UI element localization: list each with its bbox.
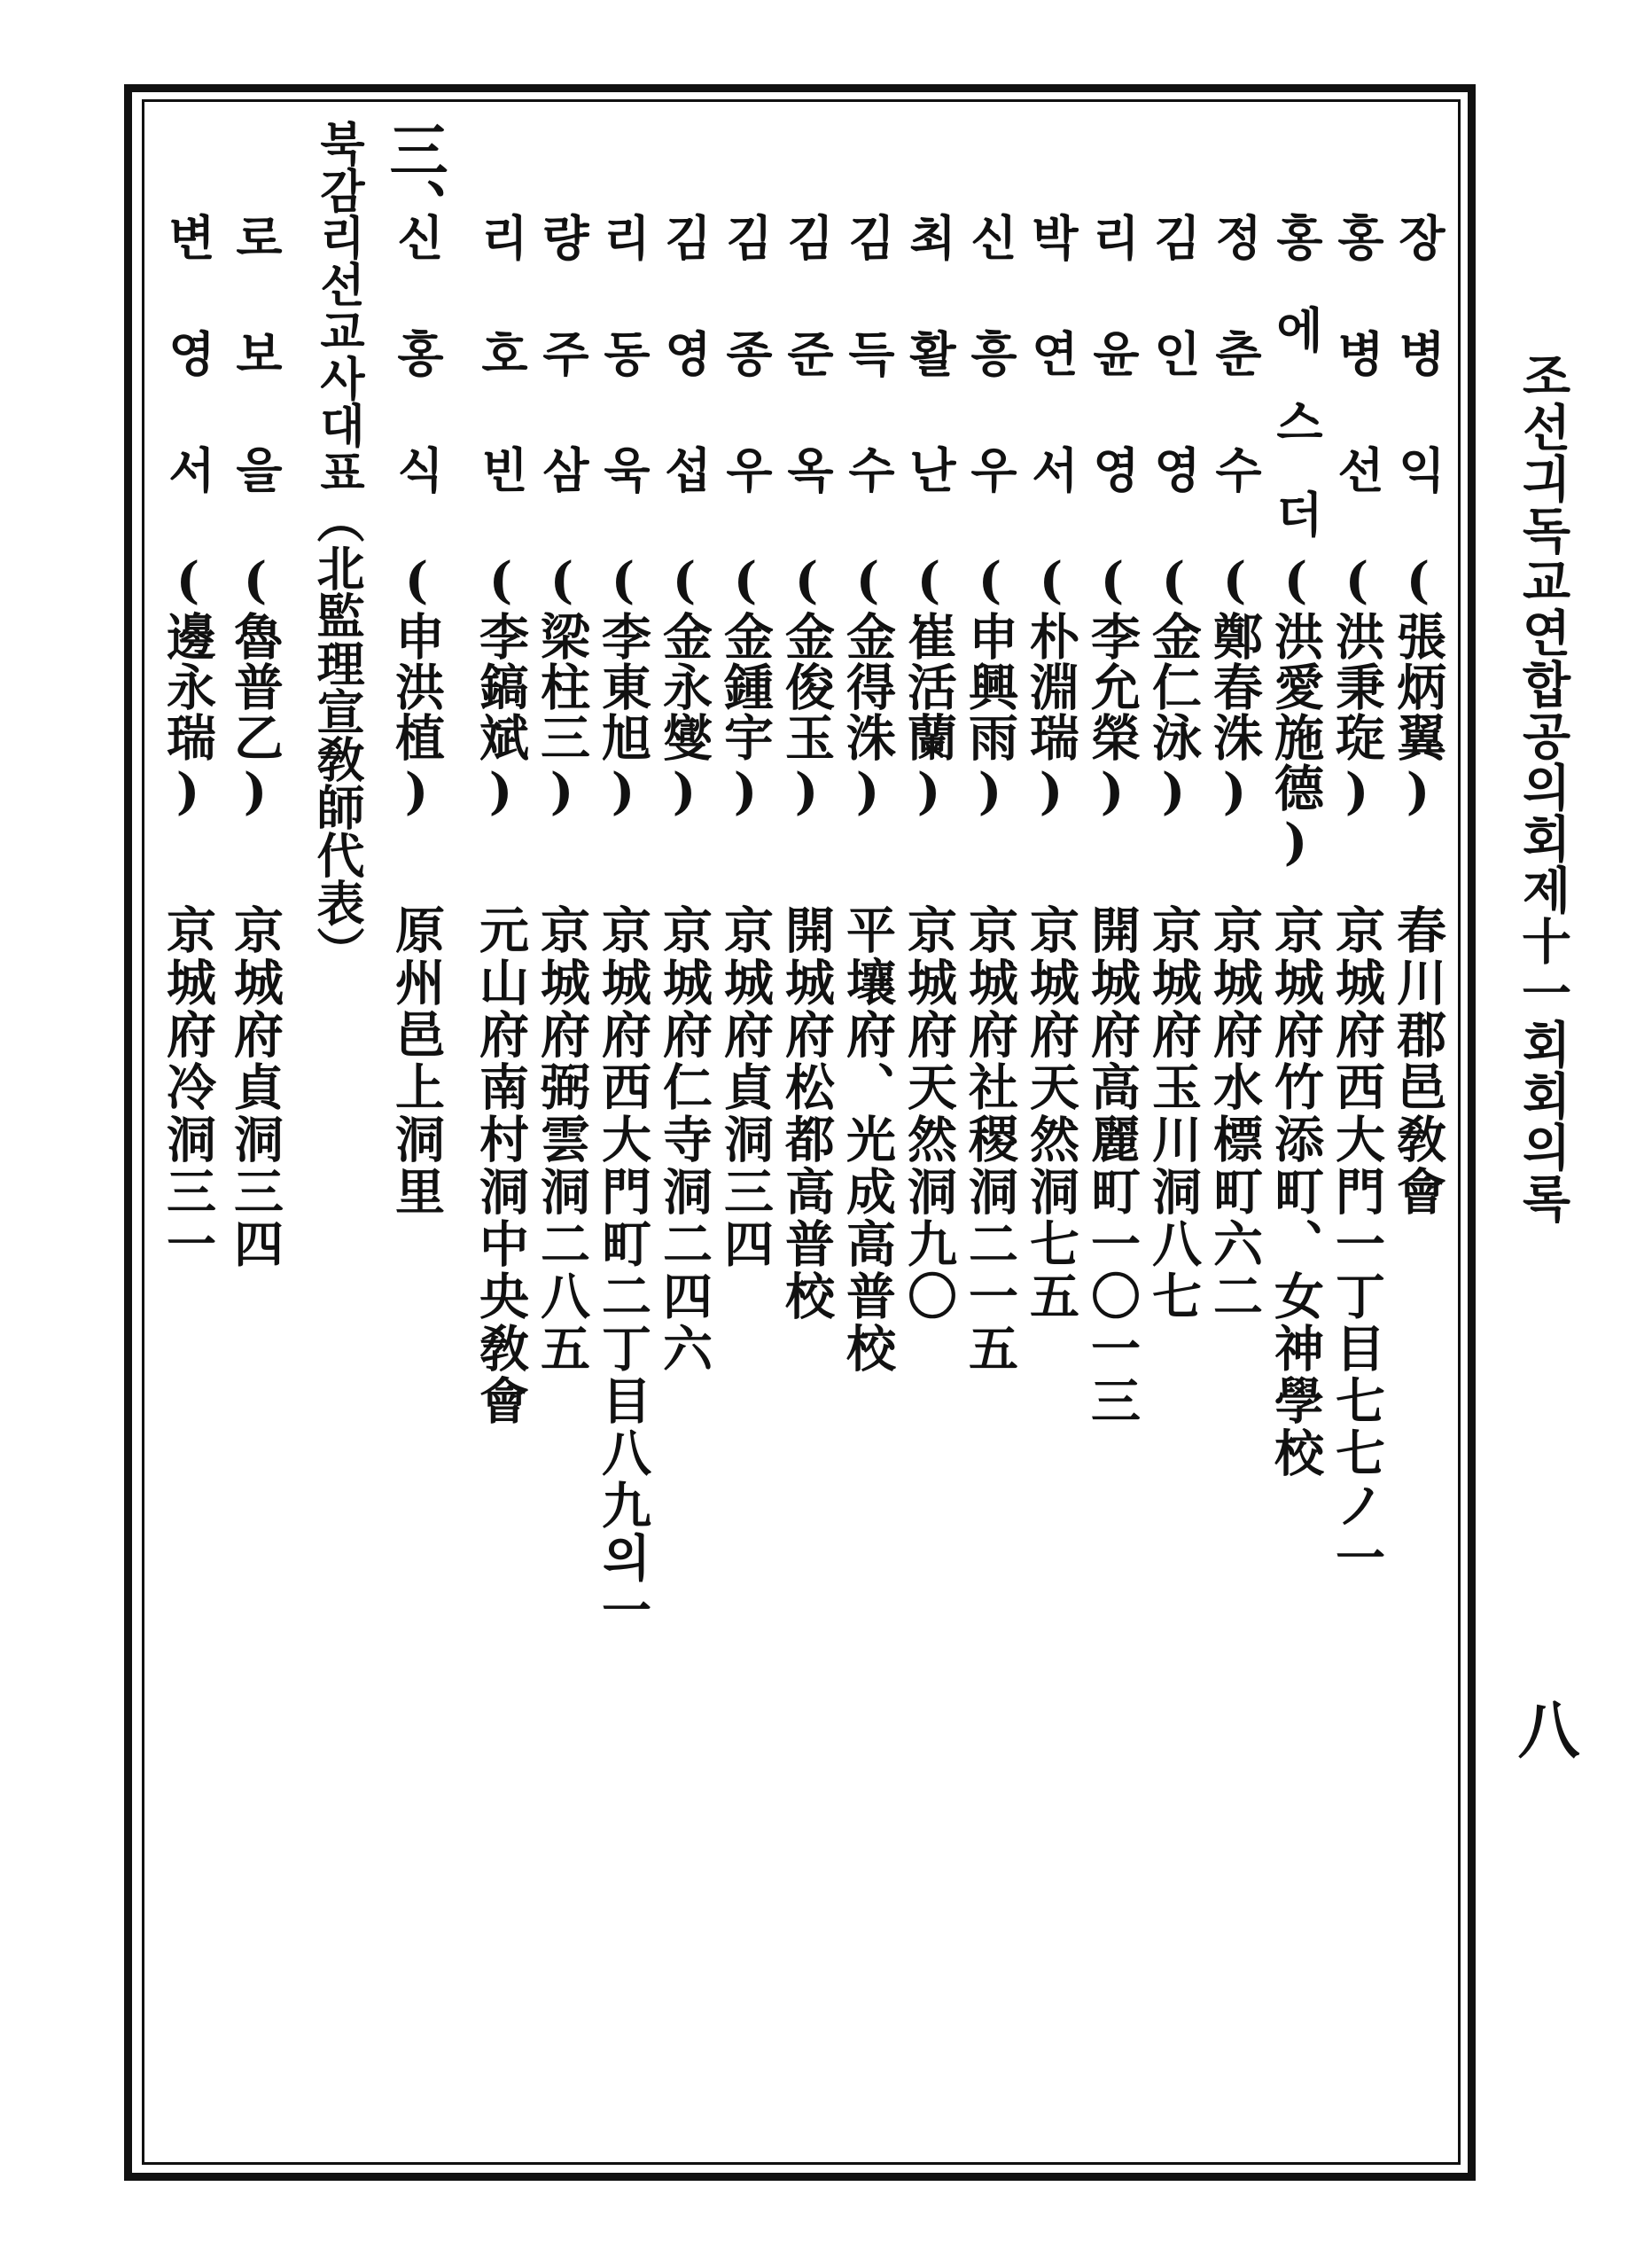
section-title-hanja: （北監理宣敎師代表） <box>309 496 366 974</box>
member-address: 平壤府、光成高普校 <box>838 904 897 1375</box>
entry-column <box>955 213 1025 2074</box>
entry-column <box>649 213 720 2074</box>
entry-column <box>526 213 597 2074</box>
entry-column <box>1383 213 1453 2074</box>
member-address: 春川郡邑敎會 <box>1389 904 1447 1218</box>
entry-column <box>771 213 842 2074</box>
member-name-korean: 홍에스더 <box>1268 213 1324 582</box>
member-name-hanja: (金永燮) <box>655 551 713 822</box>
entry-column <box>1199 213 1270 2074</box>
member-name-hanja: (李鎬斌) <box>471 551 530 822</box>
section-entry-column <box>220 213 291 2074</box>
member-address: 京城府水標町六二 <box>1205 904 1264 1323</box>
member-address: 京城府天然洞七五 <box>1022 904 1080 1323</box>
entry-column <box>1016 213 1087 2074</box>
member-name-korean: 김득수 <box>840 213 896 561</box>
page-number: 八 <box>1508 1698 1581 1760</box>
member-address: 京城府仁寺洞二四六 <box>655 904 713 1375</box>
entry-column <box>893 213 964 2074</box>
entry-column <box>1138 213 1209 2074</box>
member-address: 京城府西大門町二丁目八九의一 <box>594 904 652 1636</box>
member-name-korean: 변영서 <box>160 213 216 561</box>
member-address: 京城府西大門一丁目七七ノ一 <box>1328 904 1386 1584</box>
member-name-hanja: (金得洙) <box>838 551 897 822</box>
member-address: 京城府社稷洞二一五 <box>961 904 1019 1375</box>
member-name-hanja: (李東旭) <box>594 551 652 822</box>
member-name-hanja: (邊永瑞) <box>159 551 217 822</box>
member-name-hanja: (洪愛施德) <box>1266 551 1325 872</box>
member-name-korean: 박연서 <box>1024 213 1079 561</box>
member-name-hanja: (申興雨) <box>961 551 1019 822</box>
member-name-hanja: (梁柱三) <box>533 551 591 822</box>
member-name-korean: 김종우 <box>718 213 774 561</box>
member-name-korean: 최활난 <box>901 213 957 561</box>
member-name-hanja: (洪秉琁) <box>1328 551 1386 822</box>
member-name-korean: 장병익 <box>1391 213 1446 561</box>
entry-column <box>588 213 658 2074</box>
member-name-hanja: (李允榮) <box>1083 551 1142 822</box>
member-name-hanja: (鄭春洙) <box>1205 551 1264 822</box>
member-address: 京城府玉川洞八七 <box>1144 904 1203 1323</box>
section-number: 三、 <box>379 120 448 237</box>
member-name-korean: 정춘수 <box>1207 213 1263 561</box>
entry-column <box>1260 213 1331 2074</box>
member-name-korean: 신흥우 <box>962 213 1018 561</box>
member-address: 京城府貞洞三四 <box>716 904 775 1270</box>
member-address: 元山府南村洞中央敎會 <box>471 904 530 1427</box>
member-name-korean: 로보을 <box>228 213 284 561</box>
member-name-korean: 리호빈 <box>473 213 529 561</box>
section-title-korean: 북감리선교사대표 <box>311 120 364 496</box>
member-name-hanja: (金俊玉) <box>777 551 836 822</box>
member-address: 開城府松都高普校 <box>777 904 836 1323</box>
member-name-korean: 김인영 <box>1146 213 1202 561</box>
entry-column <box>832 213 903 2074</box>
member-name-korean: 리윤영 <box>1085 213 1141 561</box>
member-name-hanja: (朴淵瑞) <box>1022 551 1080 822</box>
member-name-korean: 신홍식 <box>389 213 445 561</box>
member-name-korean: 량주삼 <box>534 213 590 561</box>
member-name-korean: 홍병선 <box>1329 213 1385 561</box>
entry-column <box>465 213 536 2074</box>
member-name-korean: 김영섭 <box>657 213 713 561</box>
member-name-hanja: (張炳翼) <box>1389 551 1447 822</box>
running-header: 조선긔독교연합공의회제十一회회의록 <box>1514 350 1571 1224</box>
member-name-korean: 김준옥 <box>779 213 835 561</box>
member-address: 京城府貞洞三四 <box>226 904 284 1270</box>
member-name-hanja: (崔活蘭) <box>900 551 958 822</box>
member-address: 京城府竹添町、女神學校 <box>1266 904 1325 1480</box>
entry-column <box>1077 213 1148 2074</box>
member-address: 京城府弼雲洞二八五 <box>533 904 591 1375</box>
member-address: 原州邑上洞里 <box>387 904 446 1218</box>
entry-column <box>1321 213 1392 2074</box>
member-name-hanja: (金鍾宇) <box>716 551 775 822</box>
member-name-hanja: (申洪植) <box>387 551 446 822</box>
member-address: 京城府天然洞九〇 <box>900 904 958 1323</box>
member-address: 京城府冷洞三一 <box>159 904 217 1270</box>
section-entry-column <box>152 213 223 2074</box>
member-name-korean: 리동욱 <box>596 213 651 561</box>
entry-column <box>710 213 781 2074</box>
member-name-hanja: (魯普乙) <box>226 551 284 822</box>
member-address: 開城府高麗町一〇一三 <box>1083 904 1142 1427</box>
member-name-hanja: (金仁泳) <box>1144 551 1203 822</box>
